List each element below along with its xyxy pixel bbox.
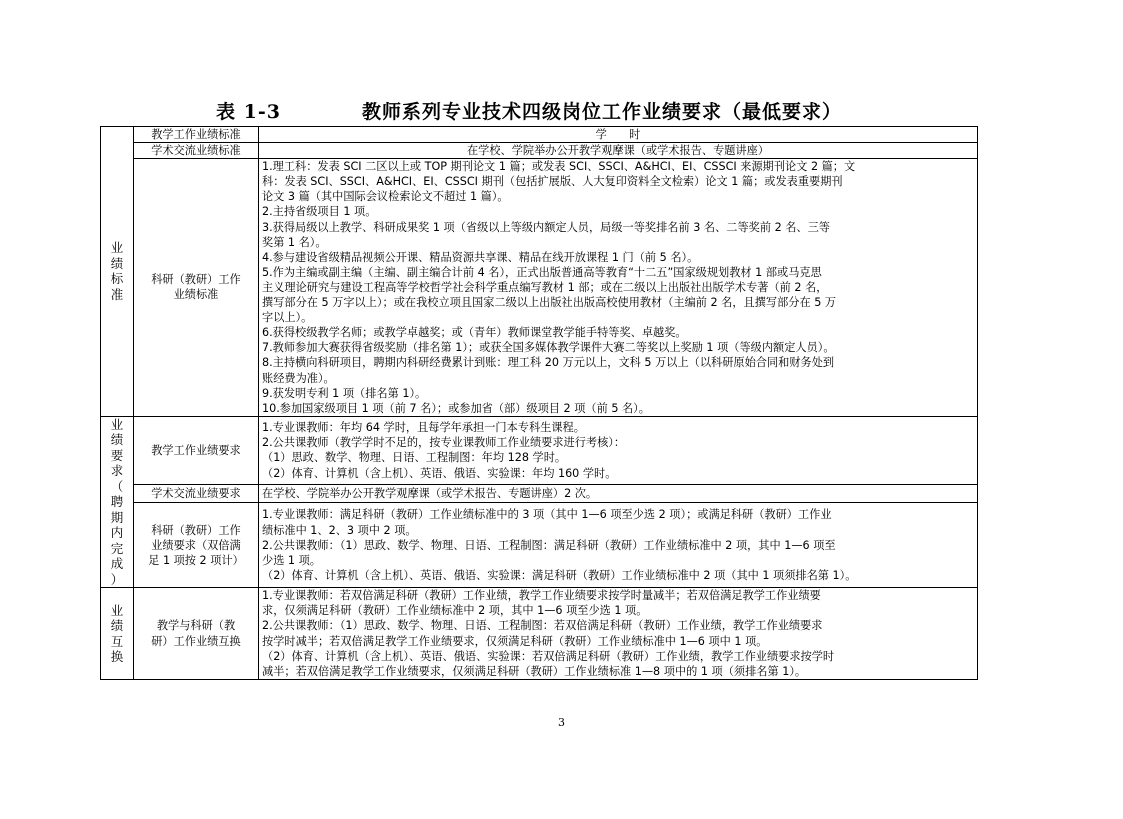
row-content	[259, 588, 978, 680]
table-caption: 教师系列专业技术四级岗位工作业绩要求（最低要求）	[362, 101, 843, 123]
content-line: 10.参加国家级项目 1 项（前 7 名）；或参加省（部）级项目 2 项（前 5 名）。	[262, 401, 650, 415]
content-line: （2）体育、计算机（含上机）、英语、俄语、实验课：年均 160 学时。	[262, 466, 617, 480]
table-row	[101, 159, 978, 417]
content-line: 2.主持省级项目 1 项。	[262, 205, 377, 219]
requirements-table	[100, 126, 978, 680]
content-line: 账经费为准）。	[262, 371, 335, 385]
content-line: 3.获得局级以上教学、科研成果奖 1 项（省级以上等级内额定人员，局级一等奖排名前 3 名、二等奖前 2 名、三等	[262, 220, 830, 234]
table-row	[101, 127, 978, 143]
content-line: 1.专业课教师：满足科研（教研）工作业绩标准中的 3 项（其中 1—6 项至少选 2 项）；或满足科研（教研）工作业	[262, 508, 832, 522]
content-line: 撰写部分在 5 万字以上）；或在我校立项且国家二级以上出版社出版高校使用教材（主编前 2 名，且撰写部分在 5 万	[262, 296, 837, 310]
content-line: 8.主持横向科研项目，聘期内科研经费累计到账：理工科 20 万元以上，文科 5 万以上（以科研原始合同和财务处到	[262, 356, 835, 370]
content-line: 学 时	[595, 128, 641, 141]
row-content	[259, 503, 978, 588]
section-label: 业 绩 要 求 （ 聘 期 内 完 成 ）	[101, 416, 134, 588]
table-title	[0, 97, 1123, 123]
row-label: 学术交流业绩要求	[134, 485, 259, 503]
row-content	[259, 143, 978, 159]
row-label: 教学工作业绩要求	[134, 416, 259, 484]
content-line: 2.公共课教师（教学学时不足的，按专业课教师工作业绩要求进行考核）：	[262, 436, 626, 450]
row-label: 学术交流业绩标准	[134, 143, 259, 159]
content-line: （1）思政、数学、物理、日语、工程制图：年均 128 学时。	[262, 451, 567, 465]
content-line: 1.专业课教师：年均 64 学时，且每学年承担一门本专科生课程。	[262, 421, 585, 435]
content-line: 奖第 1 名）。	[262, 235, 327, 249]
content-line: 字以上）。	[262, 311, 313, 325]
row-content	[259, 416, 978, 484]
content-line: 少选 1 项。	[262, 553, 321, 567]
table-row	[101, 485, 978, 503]
row-content	[259, 485, 978, 503]
table-row	[101, 416, 978, 484]
content-line: 7.教师参加大赛获得省级奖励（排名第 1）；或获全国多媒体教学课件大赛二等奖以上奖励 1 项（等级内额定人员）。	[262, 341, 835, 355]
content-line: 2.公共课教师：（1）思政、数学、物理、日语、工程制图：若双倍满足科研（教研）工作业绩，教学工作业绩要求	[262, 619, 823, 633]
content-line: （2）体育、计算机（含上机）、英语、俄语、实验课：若双倍满足科研（教研）工作业绩，教学工作业绩要求按学时	[262, 649, 835, 663]
table-row	[101, 588, 978, 680]
row-content	[259, 127, 978, 143]
content-line: 2.公共课教师：（1）思政、数学、物理、日语、工程制图：满足科研（教研）工作业绩标准中 2 项，其中 1—6 项至	[262, 538, 836, 552]
section-label: 业 绩 标 准	[101, 127, 134, 417]
section-label: 业 绩 互 换	[101, 588, 134, 680]
row-label: 科研（教研）工作 业绩要求（双倍满 足 1 项按 2 项计）	[134, 503, 259, 588]
content-line: 科：发表 SCI、SSCI、A&HCI、EI、CSSCI 期刊（包括扩展版、人大复印资料全文检索）论文 1 篇；或发表重要期刊	[262, 175, 843, 189]
content-line: 9.获发明专利 1 项（排名第 1）。	[262, 386, 427, 400]
content-line: 主义理论研究与建设工程高等学校哲学社会科学重点编写教材 1 部；或在二级以上出版社出版学术专著（前 2 名，	[262, 280, 828, 294]
page-number: 3	[558, 716, 565, 729]
content-line: 5.作为主编或副主编（主编、副主编合计前 4 名），正式出版普通高等教育“十二五”国家级规划教材 1 部或马克思	[262, 265, 822, 279]
content-line: 论文 3 篇（其中国际会议检索论文不超过 1 篇）。	[262, 190, 509, 204]
table-number: 表 1-3	[216, 101, 281, 123]
row-label: 教学工作业绩标准	[134, 127, 259, 143]
content-line: 1.理工科：发表 SCI 二区以上或 TOP 期刊论文 1 篇；或发表 SCI、SSCI、A&HCI、EI、CSSCI 来源期刊论文 2 篇；文	[262, 160, 856, 174]
content-line: （2）体育、计算机（含上机）、英语、俄语、实验课：满足科研（教研）工作业绩标准中 2 项（其中 1 项须排名第 1）。	[262, 568, 857, 582]
content-line: 按学时减半；若双倍满足教学工作业绩要求，仅须满足科研（教研）工作业绩标准中 1—6 项中 1 项。	[262, 634, 768, 648]
content-line: 在学校、学院举办公开教学观摩课（或学术报告、专题讲座）2 次。	[262, 487, 598, 501]
row-label: 科研（教研）工作 业绩标准	[134, 159, 259, 417]
content-line: 1.专业课教师：若双倍满足科研（教研）工作业绩，教学工作业绩要求按学时量减半；若双倍满足教学工作业绩要	[262, 589, 821, 603]
content-line: 减半；若双倍满足教学工作业绩要求，仅须满足科研（教研）工作业绩标准 1—8 项中的 1 项（须排名第 1）。	[262, 664, 807, 678]
table-row	[101, 503, 978, 588]
content-line: 6.获得校级教学名师；或教学卓越奖；或（青年）教师课堂教学能手特等奖、卓越奖。	[262, 326, 687, 340]
row-label: 教学与科研（教 研）工作业绩互换	[134, 588, 259, 680]
content-line: 在学校、学院举办公开教学观摩课（或学术报告、专题讲座）	[466, 144, 770, 158]
table-row	[101, 143, 978, 159]
content-line: 绩标准中 1、2、3 项中 2 项。	[262, 523, 417, 537]
row-content	[259, 159, 978, 417]
content-line: 求，仅须满足科研（教研）工作业绩标准中 2 项，其中 1—6 项至少选 1 项。	[262, 604, 648, 618]
content-line: 4.参与建设省级精品视频公开课、精品资源共享课、精品在线开放课程 1 门（前 5 名）。	[262, 250, 699, 264]
